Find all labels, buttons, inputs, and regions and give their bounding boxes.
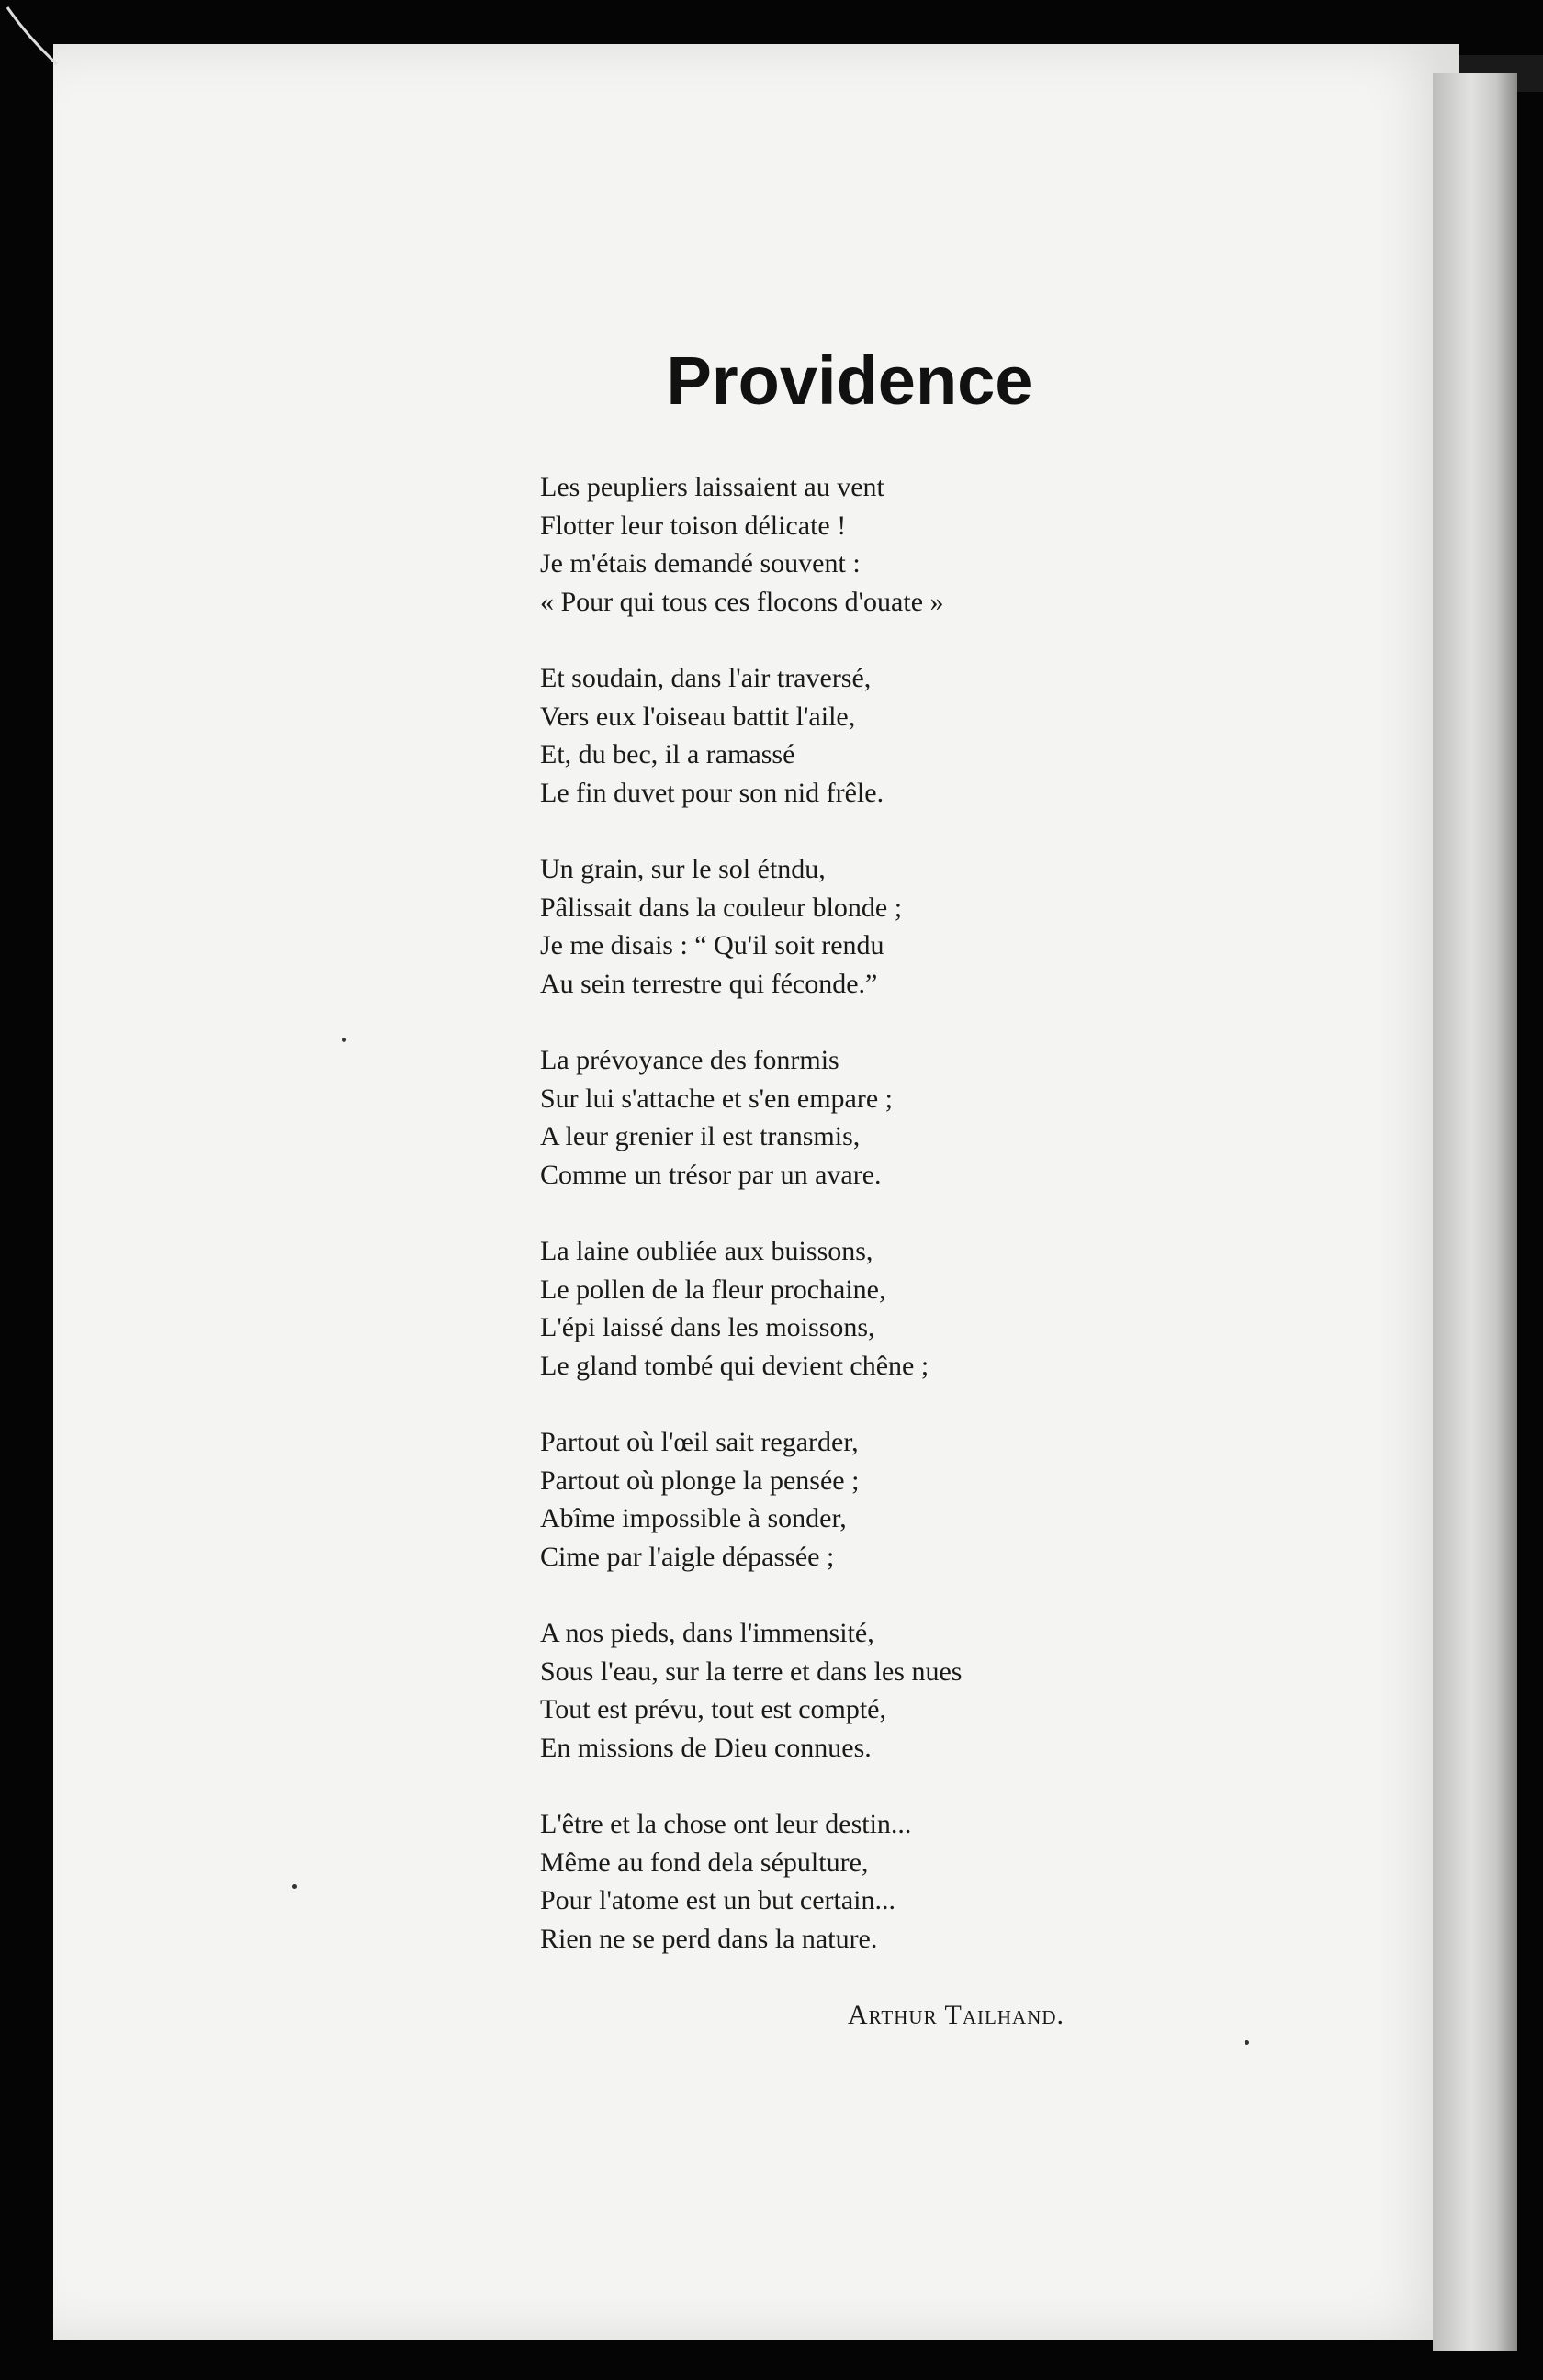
stanza — [540, 659, 1201, 812]
print-speck — [342, 1038, 346, 1042]
poem-line: A leur grenier il est transmis, — [540, 1121, 861, 1151]
poem-line: Le gland tombé qui devient chêne ; — [540, 1350, 929, 1381]
poem-line: Vers eux l'oiseau battit l'aile, — [540, 701, 856, 732]
stanza — [540, 1614, 1201, 1767]
poem-line: La laine oubliée aux buissons, — [540, 1236, 873, 1266]
stanza — [540, 1805, 1201, 1958]
poem-line: Les peupliers laissaient au vent — [540, 472, 884, 502]
poem-line: Pâlissait dans la couleur blonde ; — [540, 892, 903, 923]
poem-line: Le fin duvet pour son nid frêle. — [540, 777, 884, 808]
poem-line: Et soudain, dans l'air traversé, — [540, 663, 872, 693]
poem-body — [540, 468, 1201, 1996]
poem-line: Tout est prévu, tout est compté, — [540, 1694, 886, 1724]
stanza — [540, 1423, 1201, 1576]
poem-line: L'épi laissé dans les moissons, — [540, 1312, 875, 1342]
stanza — [540, 468, 1201, 621]
poem-line: Partout où l'œil sait regarder, — [540, 1427, 859, 1457]
stanza — [540, 1232, 1201, 1385]
poem-line: Rien ne se perd dans la nature. — [540, 1923, 878, 1954]
poem-line: Le pollen de la fleur prochaine, — [540, 1274, 886, 1305]
poem-line: L'être et la chose ont leur destin... — [540, 1809, 912, 1839]
poem-line: Sous l'eau, sur la terre et dans les nues — [540, 1656, 963, 1687]
poem-line: Même au fond dela sépulture, — [540, 1847, 869, 1878]
poem-line: Et, du bec, il a ramassé — [540, 739, 795, 769]
print-speck — [1245, 2040, 1249, 2045]
poem-line: Abîme impossible à sonder, — [540, 1503, 847, 1533]
poem-line: Cime par l'aigle dépassée ; — [540, 1541, 835, 1572]
print-speck — [292, 1884, 297, 1889]
poem-line: Au sein terrestre qui féconde.” — [540, 968, 878, 999]
stanza — [540, 850, 1201, 1003]
poem-line: Partout où plonge la pensée ; — [540, 1465, 860, 1496]
poem-title: Providence — [666, 342, 1033, 419]
poem-line: A nos pieds, dans l'immensité, — [540, 1618, 874, 1648]
author-signature: Arthur Tailhand. — [848, 2000, 1065, 2030]
poem-line: « Pour qui tous ces flocons d'ouate » — [540, 586, 944, 617]
stanza — [540, 1041, 1201, 1194]
poem-line: La prévoyance des fonrmis — [540, 1045, 839, 1075]
poem-line: Sur lui s'attache et s'en empare ; — [540, 1083, 894, 1114]
poem-line: Comme un trésor par un avare. — [540, 1159, 882, 1190]
poem-line: Flotter leur toison délicate ! — [540, 510, 847, 541]
poem-line: Je me disais : “ Qu'il soit rendu — [540, 930, 884, 960]
poem-line: Pour l'atome est un but certain... — [540, 1885, 895, 1915]
poem-line: Un grain, sur le sol étndu, — [540, 854, 826, 884]
poem-line: Je m'étais demandé souvent : — [540, 548, 861, 578]
poem-line: En missions de Dieu connues. — [540, 1732, 872, 1763]
